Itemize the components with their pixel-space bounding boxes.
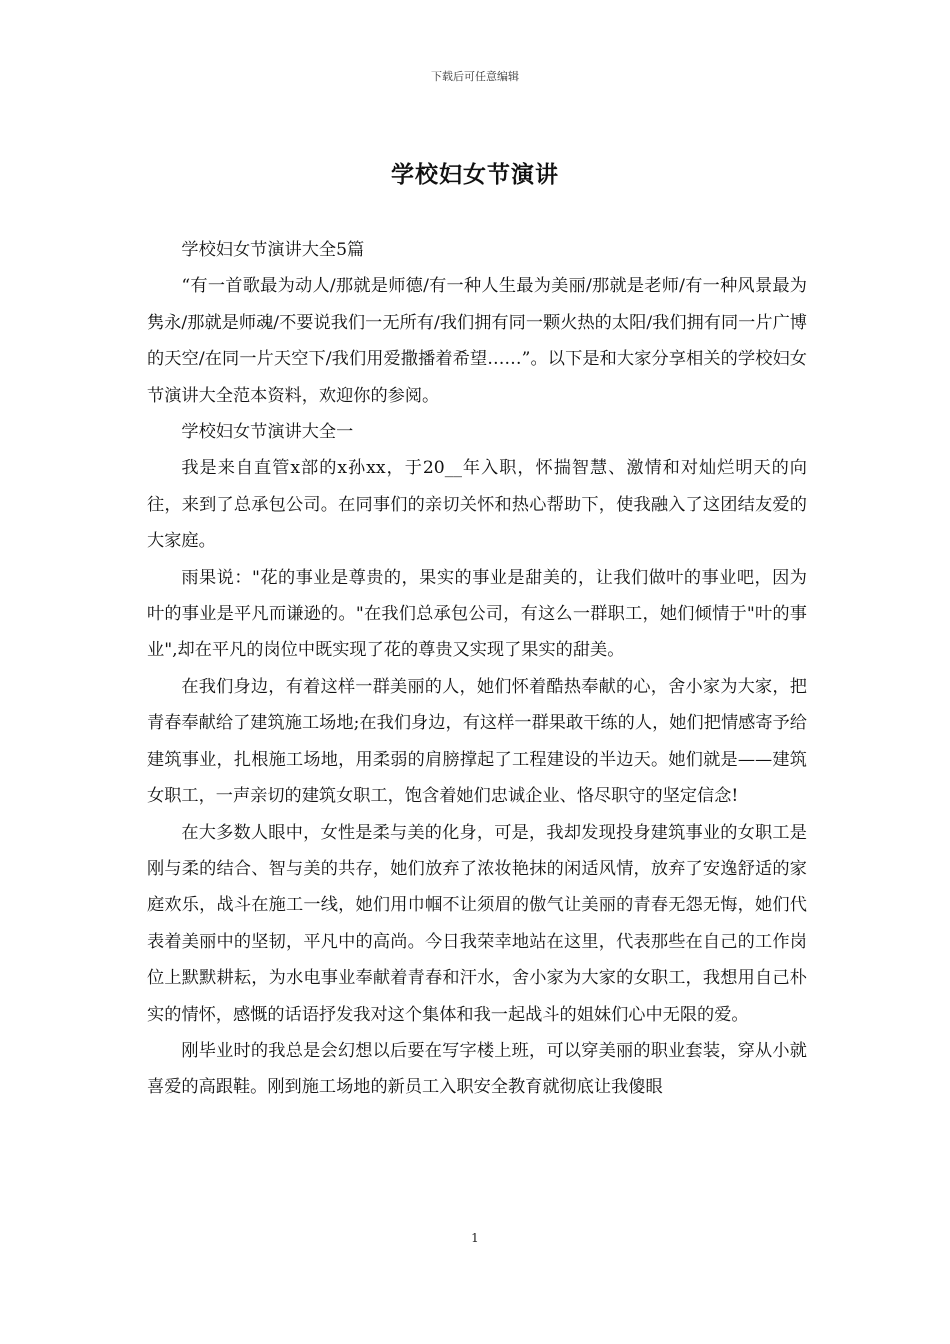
paragraph: 我是来自直管x部的x孙xx，于20__年入职，怀揣智慧、激情和对灿烂明天的向往，来到了总承包公司。在同事们的亲切关怀和热心帮助下，使我融入了这团结友爱的大家庭。: [147, 458, 807, 552]
page-number: 1: [471, 1231, 479, 1245]
paragraph: 雨果说："花的事业是尊贵的，果实的事业是甜美的，让我们做叶的事业吧，因为叶的事业是平凡而谦逊的。"在我们总承包公司，有这么一群职工，她们倾情于"叶的事业",却在平凡的岗位中既实现了花的尊贵又实现了果实的甜美。: [147, 567, 807, 661]
paragraph-intro: “有一首歌最为动人/那就是师德/有一种人生最为美丽/那就是老师/有一种风景最为隽永/那就是师魂/不要说我们一无所有/我们拥有同一颗火热的太阳/我们拥有同一片广博的天空/在同一片天空下/我们用爱撒播着希望……”。以下是和大家分享相关的学校妇女节演讲大全范本资料，欢迎你的参阅。: [147, 276, 807, 406]
paragraph: 刚毕业时的我总是会幻想以后要在写字楼上班，可以穿美丽的职业套装，穿从小就喜爱的高跟鞋。刚到施工场地的新员工入职安全教育就彻底让我傻眼: [147, 1040, 807, 1098]
paragraph: 在我们身边，有着这样一群美丽的人，她们怀着酷热奉献的心，舍小家为大家，把青春奉献给了建筑施工场地;在我们身边，有这样一群果敢干练的人，她们把情感寄予给建筑事业，扎根施工场地，用柔弱的肩膀撑起了工程建设的半边天。她们就是——建筑女职工，一声亲切的建筑女职工，饱含着她们忠诚企业、恪尽职守的坚定信念!: [147, 676, 807, 807]
paragraph-subtitle: 学校妇女节演讲大全5篇: [181, 240, 365, 260]
paragraph-section-heading: 学校妇女节演讲大全一: [181, 422, 354, 443]
paragraph: 在大多数人眼中，女性是柔与美的化身，可是，我却发现投身建筑事业的女职工是刚与柔的结合、智与美的共存，她们放弃了浓妆艳抹的闲适风情，放弃了安逸舒适的家庭欢乐，战斗在施工一线，她们用巾帼不让须眉的傲气让美丽的青春无怨无悔，她们代表着美丽中的坚韧，平凡中的高尚。今日我荣幸地站在这里，代表那些在自己的工作岗位上默默耕耘，为水电事业奉献着青春和汗水，舍小家为大家的女职工，我想用自己朴实的情怀，感慨的话语抒发我对这个集体和我一起战斗的姐妹们心中无限的爱。: [147, 822, 807, 1025]
document-body: [147, 232, 807, 1106]
document-title: 学校妇女节演讲: [391, 161, 559, 188]
page-header-note: 下载后可任意编辑: [431, 70, 519, 83]
